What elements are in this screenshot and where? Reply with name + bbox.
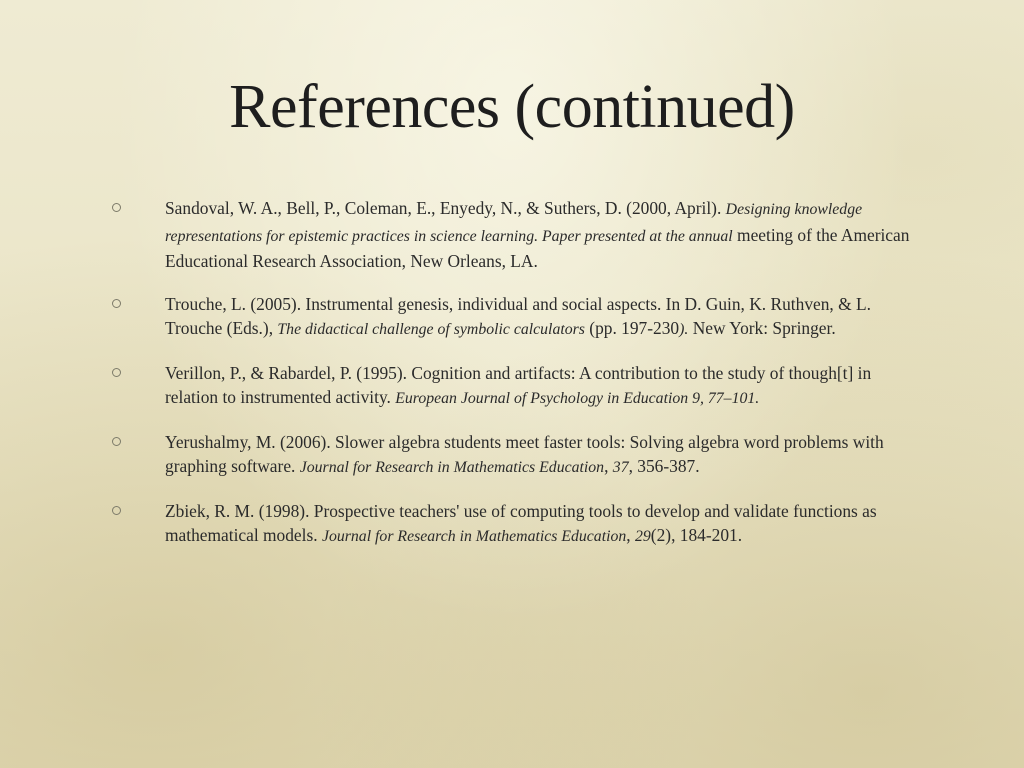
reference-italic: Journal for Research in Mathematics Education (299, 459, 605, 476)
reference-item (0, 196, 1024, 274)
reference-italic-2: 37 (612, 459, 629, 476)
bullet-icon (112, 506, 121, 515)
bullet-icon (112, 368, 121, 377)
reference-item (0, 361, 1024, 412)
reference-text-after: , (604, 456, 613, 476)
reference-item (0, 292, 1024, 343)
reference-list (0, 196, 1024, 568)
reference-italic: Journal for Research in Mathematics Education (321, 528, 627, 545)
reference-text-after: meeting of the American Educational Research Association, New Orleans, LA. (165, 224, 910, 271)
bullet-icon (112, 437, 121, 446)
reference-item (0, 430, 1024, 481)
reference-text: Trouche, L. (2005). Instrumental genesis, individual and social aspects. In D. Guin, K. Ruthven, & L. Trouche (Eds.), (165, 293, 871, 338)
reference-text-after: , (626, 525, 635, 545)
reference-text: Yerushalmy, M. (2006). Slower algebra students meet faster tools: Solving algebra word problems with graphing software. (165, 431, 884, 476)
reference-text: Verillon, P., & Rabardel, P. (1995). Cognition and artifacts: A contribution to the study of though[t] in relation to instrumented activity. (165, 362, 872, 407)
reference-italic: The didactical challenge of symbolic calculators (277, 321, 585, 338)
reference-item (0, 499, 1024, 550)
reference-italic: Designing knowledge representations for epistemic practices in science learning. Paper presented at the annual (165, 201, 863, 245)
reference-text-after-2: , 356-387. (628, 456, 700, 476)
bullet-icon (112, 203, 121, 212)
reference-text: Sandoval, W. A., Bell, P., Coleman, E., Enyedy, N., & Suthers, D. (2000, April). (165, 198, 726, 218)
reference-italic: European Journal of Psychology in Education 9, 77–101. (395, 390, 760, 407)
reference-text-after-2: (2), 184-201. (650, 525, 743, 545)
reference-text-after-2: New York: Springer. (688, 318, 836, 338)
slide-title: References (continued) (229, 73, 795, 141)
reference-italic-2: ). (679, 321, 689, 338)
reference-text-after: (pp. 197-230 (584, 318, 680, 338)
bullet-icon (112, 299, 121, 308)
reference-text: Zbiek, R. M. (1998). Prospective teachers' use of computing tools to develop and validate functions as mathematical models. (165, 500, 877, 545)
reference-italic-2: 29 (635, 528, 651, 545)
